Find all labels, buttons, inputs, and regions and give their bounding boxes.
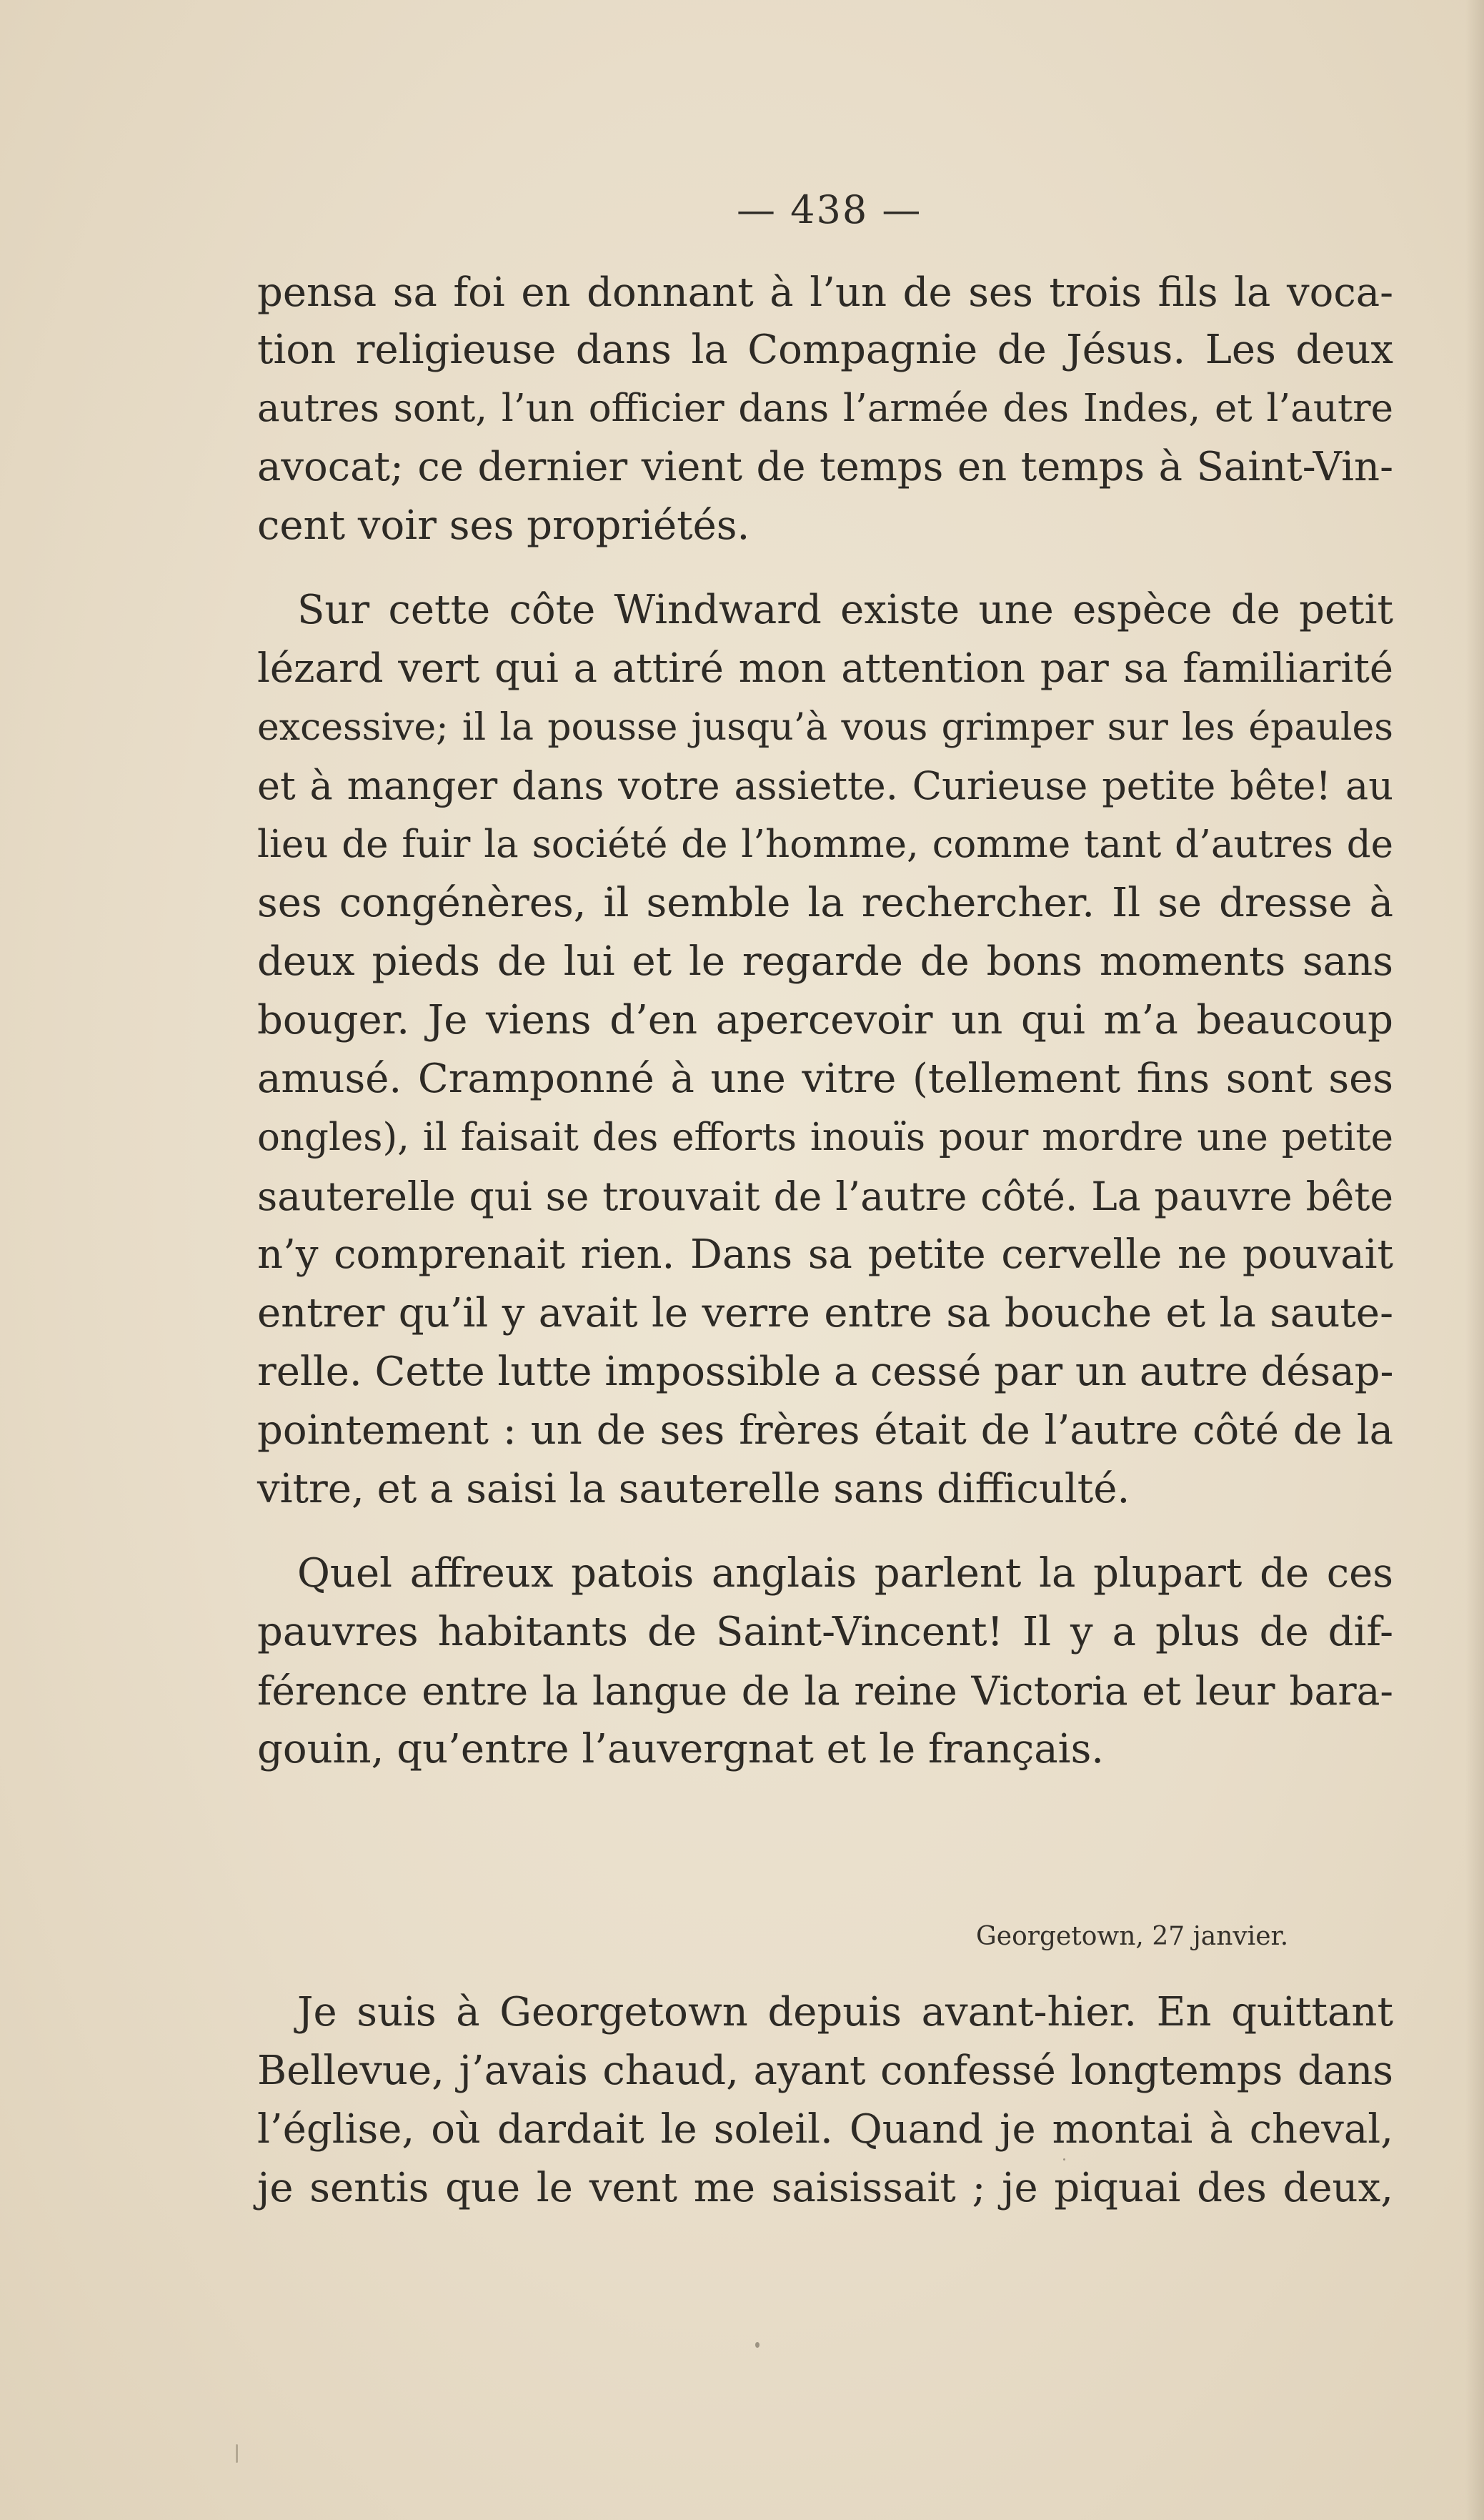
text-line: l’église, où dardait le soleil. Quand je montai à cheval,	[257, 2106, 1393, 2153]
text-line: deux pieds de lui et le regarde de bons moments sans	[257, 938, 1393, 985]
text-line: cent voir ses propriétés.	[257, 502, 750, 549]
dateline: Georgetown, 27 janvier.	[976, 1922, 1289, 1951]
text-line: sauterelle qui se trouvait de l’autre côté. La pauvre bête	[257, 1174, 1393, 1219]
text-line: pointement : un de ses frères était de l’autre côté de la	[257, 1407, 1393, 1454]
text-line: n’y comprenait rien. Dans sa petite cervelle ne pouvait	[257, 1231, 1393, 1278]
text-line: ongles), il faisait des efforts inouïs pour mordre une petite	[257, 1116, 1393, 1159]
paper-speck	[1063, 2158, 1065, 2161]
text-line: ses congénères, il semble la rechercher. Il se dresse à	[257, 880, 1393, 926]
text-line: Quel affreux patois anglais parlent la plupart de ces	[297, 1550, 1393, 1597]
text-line: relle. Cette lutte impossible a cessé par un autre désap-	[257, 1349, 1394, 1395]
text-line: gouin, qu’entre l’auvergnat et le français.	[257, 1726, 1105, 1772]
paper-speck	[236, 2444, 238, 2463]
text-line: Bellevue, j’avais chaud, ayant confessé longtemps dans	[257, 2048, 1393, 2094]
text-line: vitre, et a saisi la sauterelle sans difficulté.	[257, 1466, 1130, 1512]
text-line: autres sont, l’un officier dans l’armée des Indes, et l’autre	[257, 387, 1393, 430]
text-line: lieu de fuir la société de l’homme, comme tant d’autres de	[257, 823, 1393, 866]
text-line: avocat; ce dernier vient de temps en temps à Saint-Vin-	[257, 444, 1393, 490]
text-line: et à manger dans votre assiette. Curieuse petite bête! au	[257, 763, 1393, 808]
text-line: entrer qu’il y avait le verre entre sa bouche et la saute-	[257, 1290, 1393, 1336]
text-line: excessive; il la pousse jusqu’à vous grimper sur les épaules	[257, 706, 1393, 749]
text-line: férence entre la langue de la reine Victoria et leur bara-	[257, 1668, 1393, 1714]
text-line: amusé. Cramponné à une vitre (tellement fins sont ses	[257, 1056, 1393, 1102]
text-line: pensa sa foi en donnant à l’un de ses trois fils la voca-	[257, 269, 1393, 316]
text-line: Je suis à Georgetown depuis avant-hier. En quittant	[297, 1989, 1393, 2035]
text-line: bouger. Je viens d’en apercevoir un qui m’a beaucoup	[257, 997, 1393, 1043]
text-line: je sentis que le vent me saisissait ; je piquai des deux,	[257, 2165, 1393, 2211]
text-line: pauvres habitants de Saint-Vincent! Il y a plus de dif-	[257, 1609, 1393, 1655]
text-line: lézard vert qui a attiré mon attention par sa familiarité	[257, 645, 1393, 692]
page-edge-shadow	[1465, 0, 1484, 2520]
page-number: — 438 —	[737, 187, 922, 232]
paper-speck	[755, 2342, 760, 2348]
text-line: tion religieuse dans la Compagnie de Jésus. Les deux	[257, 327, 1393, 373]
text-line: Sur cette côte Windward existe une espèce de petit	[297, 587, 1393, 633]
